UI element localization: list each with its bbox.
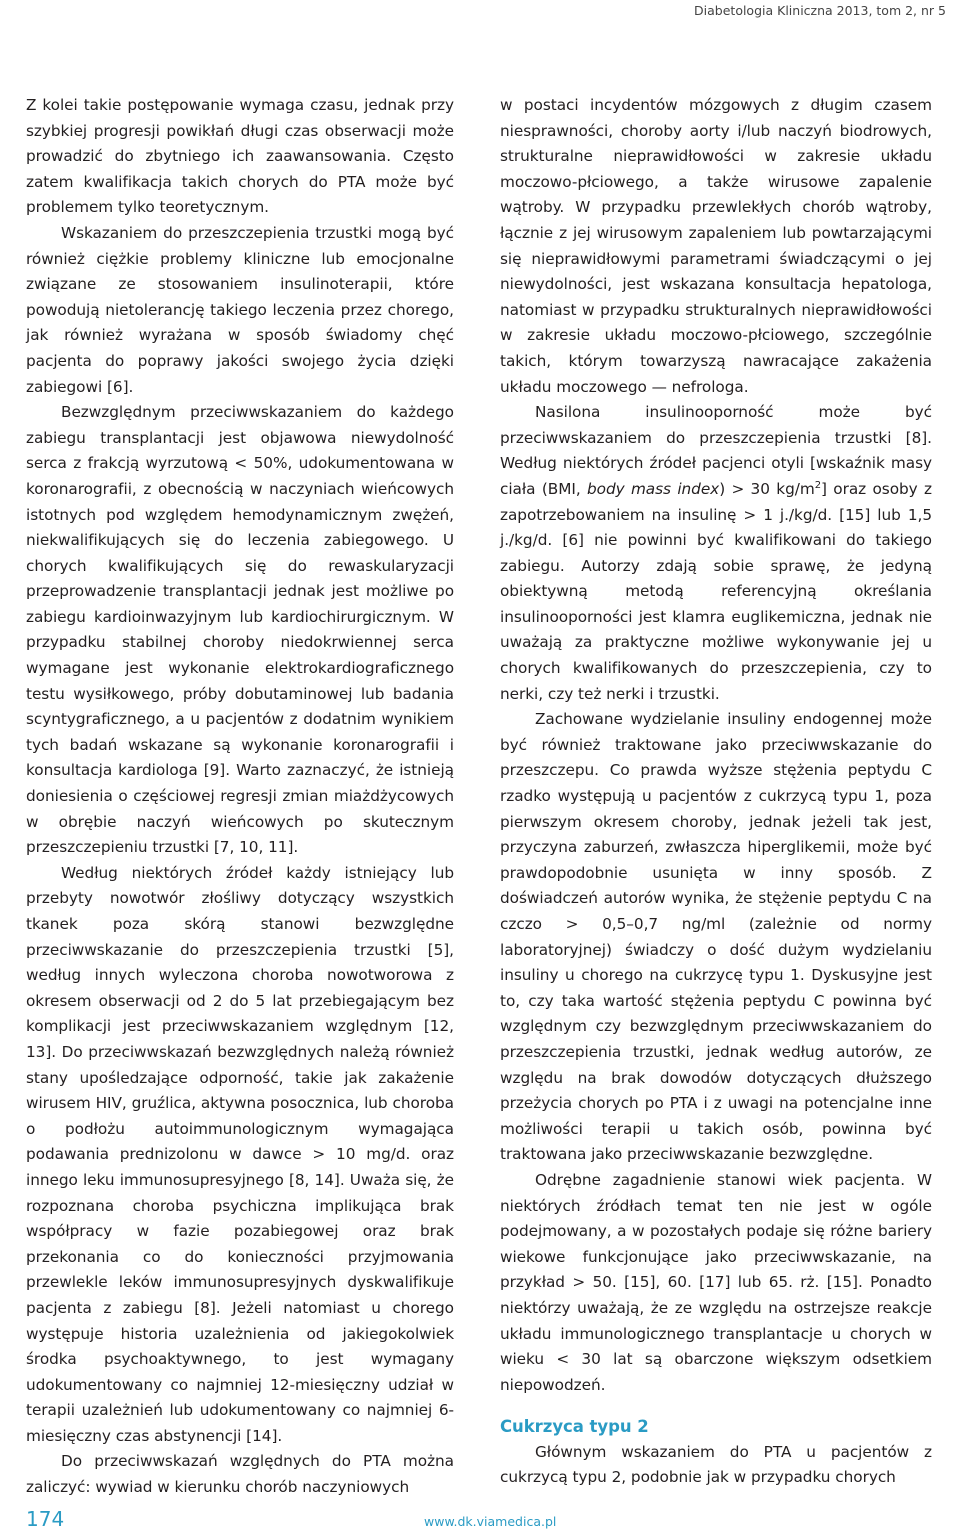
- paragraph: Z kolei takie postępowanie wymaga czasu, jednak przy szybkiej progresji powikłań długi czas obserwacji może prowadzić do zbytniego ich zaawansowania. Często zatem kwalifikacja takich chorych do PTA może być problemem tylko teoretycznym.: [26, 96, 454, 217]
- footer-url[interactable]: www.dk.viamedica.pl: [424, 1514, 557, 1529]
- paragraph: [500, 400, 932, 707]
- paragraph: Zachowane wydzielanie insuliny endogennej może być również traktowane jako przeciwwskazanie do przeszczepu. Co prawda wyższe stężenia peptydu C rzadko występują u pacjentów z cukrzycą typu 1, poza pierwszym okresem choroby, jednak jeżeli tak jest, przyczyna zaburzeń, zwłaszcza hiperglikemii, może być prawdopodobnie usunięta w inny sposób. Z doświadczeń autorów wynika, że stężenie peptydu C na czczo > 0,5–0,7 ng/ml (zależnie od normy laboratoryjnej) świadczy o dość dużym wydzielaniu insuliny u chorego na cukrzycę typu 1. Dyskusyjne jest to, czy taka wartość stężenia peptydu C powinna być względnym czy bezwzględnym przeciwwskazaniem do przeszczepienia trzustki, jednak według autorów, ze względu na brak dowodów dotyczących dłuższego przeżycia chorych po PTA i z uwagi na potencjalne inne możliwości terapii u takich osób, powinna być traktowana jako przeciwwskazanie bezwzględne.: [500, 710, 932, 1164]
- section-heading: Cukrzyca typu 2: [500, 1417, 649, 1437]
- paragraph: Wskazaniem do przeszczepienia trzustki mogą być również ciężkie problemy kliniczne lub emocjonalne związane ze stosowaniem insulinoterapii, które powodują nietolerancję takiego leczenia przez chorego, jak również wyrażana w sposób świadomy chęć pacjenta do poprawy jakości swojego życia dzięki zabiegowi [6].: [26, 223, 454, 396]
- paragraph-text: Nasilona insulinooporność może być przeciwwskazaniem do przeszczepienia trzustki [8]. Według niektórych źródeł pacjenci otyli [wskaźnik masy ciała (BMI,: [500, 403, 932, 498]
- superscript: 2: [814, 479, 822, 491]
- paragraph: Do przeciwwskazań względnych do PTA można zaliczyć: wywiad w kierunku chorób naczyniowych: [26, 1452, 454, 1497]
- paragraph: Głównym wskazaniem do PTA u pacjentów z cukrzycą typu 2, podobnie jak w przypadku chorych: [500, 1442, 932, 1487]
- italic-term: body mass index: [586, 479, 720, 498]
- running-head: Diabetologia Kliniczna 2013, tom 2, nr 5: [694, 3, 946, 18]
- paragraph: w postaci incydentów mózgowych z długim czasem niesprawności, choroby aorty i/lub naczyń biodrowych, strukturalne nieprawidłowości w zakresie układu moczowo-płciowego, a także wirusowe zapalenie wątroby. W przypadku przewlekłych chorób wątroby, łącznie z jej wirusowym zapaleniem lub powtarzającymi się nieprawidłowymi parametrami świadczącymi o jej niewydolności, jest wskazana konsultacja hepatologa, natomiast w przypadku strukturalnych nieprawidłowości w zakresie układu moczowo-płciowego, szczególnie takich, którym towarzyszą nawracające zakażenia układu moczowego — nefrologa.: [500, 96, 932, 396]
- paragraph-text: ] oraz osoby z zapotrzebowaniem na insulinę > 1 j./kg/d. [15] lub 1,5 j./kg/d. [6] nie powinni być kwalifikowani do takiego zabiegu. Autorzy zdają sobie sprawę, że jedyną obiektywną metodą referencyjną określania insulinooporności jest klamra euglikemiczna, jednak nie uważają za praktyczne możliwe wykonywanie jej u chorych kwalifikowanych do przeszczepienia, czy to nerki, czy też nerki i trzustki.: [500, 479, 932, 703]
- paragraph: Bezwzględnym przeciwwskazaniem do każdego zabiegu transplantacji jest objawowa niewydolność serca z frakcją wyrzutową < 50%, udokumentowana w koronarografii, z obecnością w naczyniach wieńcowych istotnych pod względem hemodynamicznym zwężeń, niekwalifikujących się do leczenia zabiegowego. U chorych kwalifikujących się do rewaskularyzacji przeprowadzenie transplantacji jednak jest możliwe po zabiegu kardioinwazyjnym lub kardiochirurgicznym. W przypadku stabilnej choroby niedokrwiennej serca wymagane jest wykonanie elektrokardiograficznego testu wysiłkowego, próby dobutaminowej lub badania scyntygraficznego, a u pacjentów z dodatnim wynikiem tych badań wskazane są wykonanie koronarografii i konsultacja kardiologa [9]. Warto zaznaczyć, że istnieją doniesienia o częściowej regresji zmian miażdżycowych w obrębie naczyń wieńcowych po skutecznym przeszczepieniu trzustki [7, 10, 11].: [26, 403, 454, 857]
- paragraph: Odrębne zagadnienie stanowi wiek pacjenta. W niektórych źródłach temat ten nie jest w ogóle podejmowany, a w pozostałych podaje się różne bariery wiekowe funkcjonujące jako przeciwwskazanie, na przykład > 50. [15], 60. [17] lub 65. rż. [15]. Ponadto niektórzy uważają, że ze względu na ostrzejsze reakcje układu immunologicznego transplantacje u chorych w wieku < 30 lat są obarczone większym odsetkiem niepowodzeń.: [500, 1170, 932, 1394]
- paragraph: Według niektórych źródeł każdy istniejący lub przebyty nowotwór złośliwy dotyczący wszystkich tkanek poza skórą stanowi bezwzględne przeciwwskazanie do przeszczepienia trzustki [5], według innych wyleczona choroba nowotworowa z okresem obserwacji od 2 do 5 lat przebiegającym bez komplikacji jest przeciwwskazaniem względnym [12, 13]. Do przeciwwskazań bezwzględnych należą również stany upośledzające odporność, takie jak zakażenie wirusem HIV, gruźlica, aktywna posocznica, lub choroba o podłożu autoimmunologicznym wymagająca podawania prednizolonu w dawce > 10 mg/d. oraz innego leku immunosupresyjnego [8, 14]. Uważa się, że rozpoznana choroba psychiczna implikująca brak współpracy w fazie pozabiegowej oraz brak przekonania co do konieczności przyjmowania przewlekle leków immunosupresyjnych dyskwalifikuje pacjenta z zabiegu [8]. Jeżeli natomiast u chorego występuje historia uzależnienia od jakiegokolwiek środka psychoaktywnego, to jest wymagany udokumentowany co najmniej 12-miesięczny udział w terapii uzależnień lub udokumentowany co najmniej 6-miesięczny czas abstynencji [14].: [26, 863, 454, 1445]
- paragraph-text: ) > 30 kg/m: [719, 479, 815, 498]
- left-column: [26, 93, 454, 1501]
- page-number: 174: [26, 1507, 65, 1531]
- right-column: [500, 93, 932, 1491]
